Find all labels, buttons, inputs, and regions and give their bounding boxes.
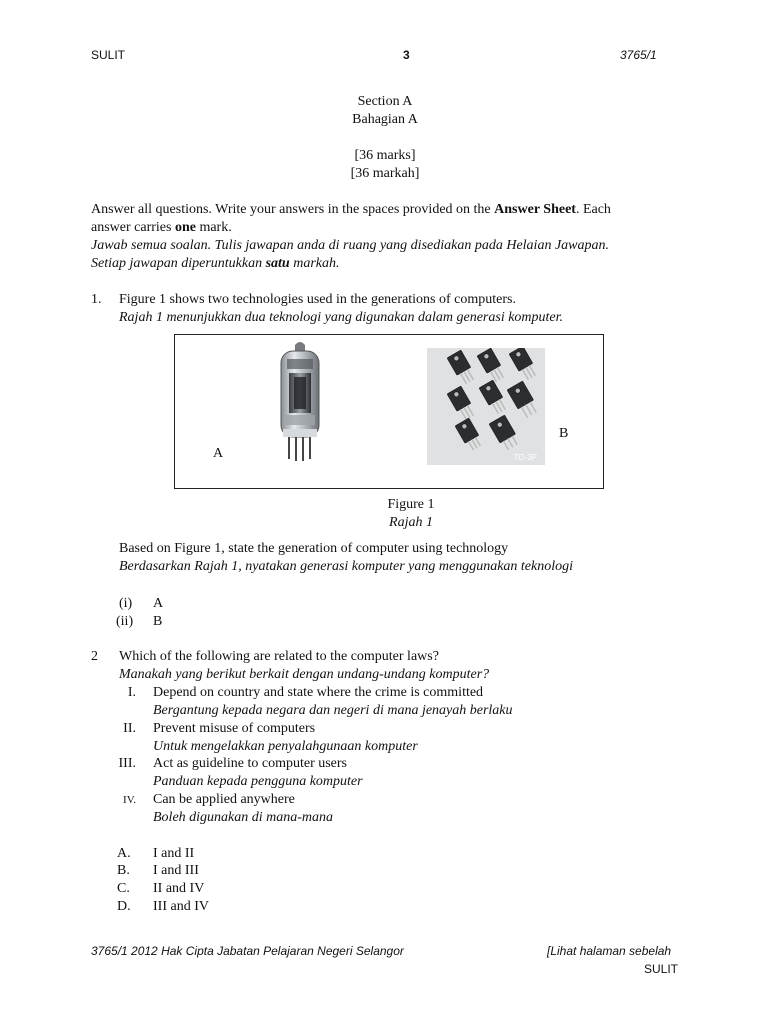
q2-statement-en: Act as guideline to computer users: [153, 756, 348, 771]
instr-bold-satu: satu: [265, 256, 290, 271]
q2-statement-en: Can be applied anywhere: [153, 792, 295, 807]
vacuum-tube-image: [271, 339, 329, 463]
footer-sulit: SULIT: [644, 962, 679, 976]
q2-option-letter: D.: [117, 899, 131, 914]
q1-part-value: B: [153, 614, 163, 629]
q2-option-letter: B.: [117, 863, 130, 878]
section-marks-ms: [36 markah]: [350, 166, 420, 181]
q2-option-text: III and IV: [153, 899, 209, 914]
q2-option-text: I and II: [153, 846, 195, 861]
instr-text: markah.: [289, 256, 340, 271]
q1-part-number: (ii): [116, 614, 134, 629]
q2-option-text: I and III: [153, 863, 199, 878]
footer-next-page: [Lihat halaman sebelah: [547, 944, 672, 958]
instructions-en-line2: [91, 219, 232, 237]
q2-statement-en: Prevent misuse of computers: [153, 721, 316, 736]
package-label: TO-3P: [513, 453, 537, 462]
q2-statement-number: II.: [123, 721, 136, 736]
q1-prompt-ms: Berdasarkan Rajah 1, nyatakan generasi komputer yang menggunakan teknologi: [119, 559, 574, 574]
q1-number: 1.: [91, 292, 102, 307]
page-header: [0, 48, 770, 64]
section-marks-en: [36 marks]: [354, 148, 416, 163]
figure-label-a: A: [213, 446, 224, 461]
q2-option-letter: A.: [117, 846, 131, 861]
q2-statement-en: Depend on country and state where the crime is committed: [153, 685, 484, 700]
instr-bold-one: one: [174, 220, 196, 235]
instructions-ms-line1: Jawab semua soalan. Tulis jawapan anda di ruang yang disediakan pada Helaian Jawapan.: [91, 238, 609, 253]
instr-text: . Each: [575, 202, 611, 217]
section-title-ms: Bahagian A: [352, 112, 418, 127]
header-paper-code: 3765/1: [620, 48, 657, 62]
q2-statement-ms: Bergantung kepada negara dan negeri di mana jenayah berlaku: [153, 703, 513, 718]
q2-number: 2: [91, 649, 98, 664]
section-title-en: Section A: [357, 94, 413, 109]
transistors-image: [427, 348, 545, 465]
q1-part-number: (i): [119, 596, 133, 611]
transistors-graphic: [427, 348, 545, 465]
q2-option-letter: C.: [117, 881, 130, 896]
q2-statement-ms: Panduan kepada pengguna komputer: [153, 774, 363, 789]
instr-bold-answer-sheet: Answer Sheet: [494, 202, 576, 217]
q2-option-text: II and IV: [153, 881, 205, 896]
instr-text: answer carries: [91, 220, 175, 235]
instructions-ms-line2: [91, 255, 340, 273]
figure-caption-en: Figure 1: [387, 497, 435, 512]
q1-text-ms: Rajah 1 menunjukkan dua teknologi yang digunakan dalam generasi komputer.: [119, 310, 564, 325]
instr-text: Setiap jawapan diperuntukkan: [91, 256, 266, 271]
instr-text: Answer all questions. Write your answers in the spaces provided on the: [91, 202, 495, 217]
q1-part-value: A: [153, 596, 164, 611]
q2-statement-ms: Untuk mengelakkan penyalahgunaan komputer: [153, 739, 418, 754]
q2-statement-number: I.: [127, 685, 136, 700]
footer-copyright: 3765/1 2012 Hak Cipta Jabatan Pelajaran Negeri Selangor: [91, 944, 404, 958]
instructions-en-line1: [91, 201, 611, 219]
q2-text-ms: Manakah yang berikut berkait dengan undang-undang komputer?: [119, 667, 490, 682]
figure-caption-ms: Rajah 1: [389, 515, 433, 530]
q2-statement-ms: Boleh digunakan di mana-mana: [153, 810, 334, 825]
header-page-number: 3: [403, 48, 410, 62]
q1-prompt-en: Based on Figure 1, state the generation of computer using technology: [119, 541, 509, 556]
q1-text-en: Figure 1 shows two technologies used in the generations of computers.: [119, 292, 516, 307]
q2-statement-number: III.: [118, 756, 136, 771]
header-left: SULIT: [91, 48, 126, 62]
q2-text-en: Which of the following are related to the computer laws?: [119, 649, 439, 664]
figure-1-frame: [174, 334, 604, 489]
q2-statement-number: IV.: [123, 794, 136, 806]
figure-label-b: B: [559, 426, 569, 441]
instr-text: mark.: [195, 220, 232, 235]
